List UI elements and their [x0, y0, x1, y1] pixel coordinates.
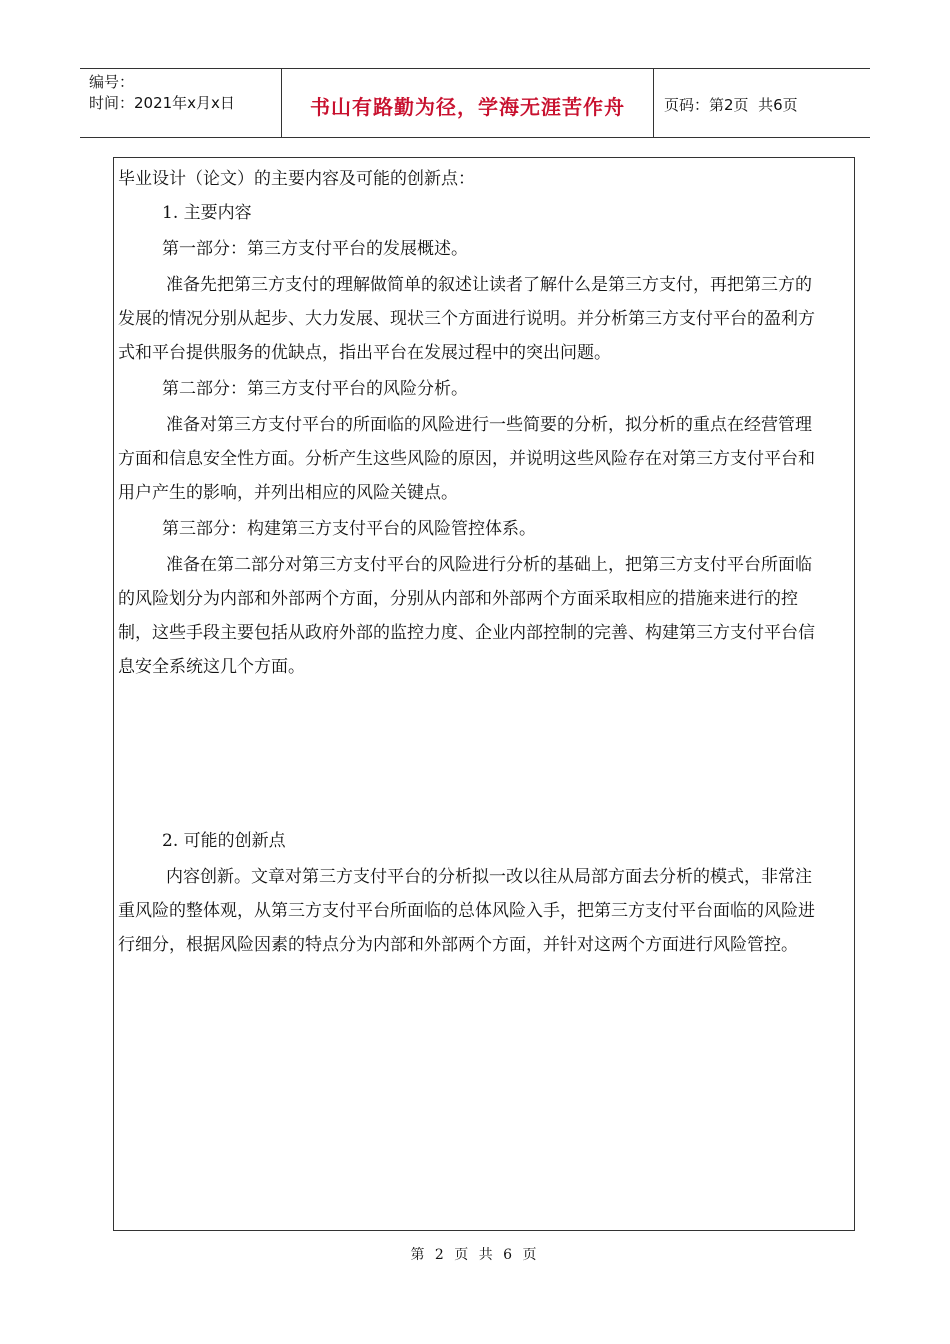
part2-body: 准备对第三方支付平台的所面临的风险进行一些简要的分析，拟分析的重点在经营管理方面和信息安全性方面。分析产生这些风险的原因，并说明这些风险存在对第三方支付平台和用户产生的影响，并列出相应的风险关键点。 [118, 415, 815, 503]
footer-page-number: 第 2 页 共 6 页 [410, 1247, 540, 1263]
page-footer [0, 1244, 950, 1264]
document-time: 时间：2021年x月x日 [89, 94, 235, 112]
header-meta [80, 69, 282, 137]
document-code-label: 编号： [89, 73, 135, 91]
part3-body: 准备在第二部分对第三方支付平台的风险进行分析的基础上，把第三方支付平台所面临的风险划分为内部和外部两个方面，分别从内部和外部两个方面采取相应的措施来进行的控制，这些手段主要包括从政府外部的监控力度、企业内部控制的完善、构建第三方支付平台信息安全系统这几个方面。 [118, 555, 815, 677]
blank-space [118, 684, 828, 824]
header-motto [282, 69, 654, 137]
content-title: 毕业设计（论文）的主要内容及可能的创新点： [118, 169, 475, 189]
page-header [80, 68, 870, 138]
section1-heading: 1. 主要内容 [162, 203, 252, 223]
part1-body: 准备先把第三方支付的理解做简单的叙述让读者了解什么是第三方支付，再把第三方的发展的情况分别从起步、大力发展、现状三个方面进行说明。并分析第三方支付平台的盈利方式和平台提供服务的优缺点，指出平台在发展过程中的突出问题。 [118, 275, 815, 363]
header-page-info [654, 69, 870, 137]
part1-heading: 第一部分：第三方支付平台的发展概述。 [162, 239, 468, 259]
section2-heading: 2. 可能的创新点 [162, 831, 286, 851]
part2-heading: 第二部分：第三方支付平台的风险分析。 [162, 379, 468, 399]
innovation-body: 内容创新。文章对第三方支付平台的分析拟一改以往从局部方面去分析的模式，非常注重风险的整体观，从第三方支付平台所面临的总体风险入手，把第三方支付平台面临的风险进行细分，根据风险因素的特点分为内部和外部两个方面，并针对这两个方面进行风险管控。 [118, 867, 815, 955]
part3-heading: 第三部分：构建第三方支付平台的风险管控体系。 [162, 519, 536, 539]
content-box [113, 157, 855, 1231]
header-page-number: 页码：第2页 共6页 [664, 95, 798, 114]
motto-text: 书山有路勤为径，学海无涯苦作舟 [310, 94, 625, 119]
